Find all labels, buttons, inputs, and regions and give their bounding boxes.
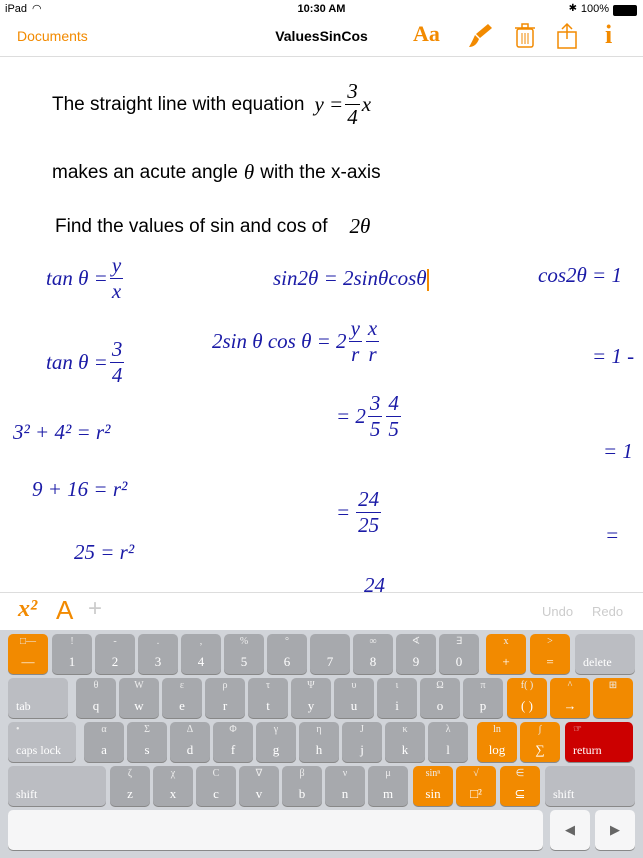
key-secondary-label: β bbox=[299, 768, 305, 779]
info-icon[interactable]: i bbox=[605, 20, 613, 49]
key--[interactable] bbox=[507, 678, 547, 718]
key-secondary-label: ^ bbox=[567, 680, 573, 691]
math-tan-ratio: tan θ = $\frac{y}{x}$ bbox=[46, 253, 122, 303]
math-sin-substitution: = 2 $\frac{3}{5}$ $\frac{4}{5}$ bbox=[336, 391, 399, 441]
key-label: 4 bbox=[197, 654, 205, 669]
key--[interactable] bbox=[595, 810, 635, 850]
key-secondary-label: χ bbox=[170, 768, 176, 779]
key-w[interactable] bbox=[119, 678, 159, 718]
battery-icon bbox=[613, 5, 637, 16]
key-space[interactable] bbox=[593, 678, 633, 718]
problem-text: Find the values of sin and cos of bbox=[55, 215, 328, 237]
key--[interactable] bbox=[8, 634, 48, 674]
key-1[interactable] bbox=[52, 634, 92, 674]
math-2theta: 2θ bbox=[349, 214, 371, 238]
math-sin-result: = $\frac{24}{25}$ bbox=[336, 487, 380, 537]
key-shift[interactable] bbox=[8, 766, 106, 806]
key-r[interactable] bbox=[205, 678, 245, 718]
key-label: e bbox=[179, 698, 185, 713]
key-z[interactable] bbox=[110, 766, 150, 806]
math-pythagoras: 3² + 4² = r² bbox=[13, 420, 111, 444]
key-k[interactable] bbox=[385, 722, 425, 762]
key-label: f bbox=[230, 742, 236, 757]
key-secondary-label: Ω bbox=[436, 680, 444, 691]
key-label: 9 bbox=[412, 654, 420, 669]
key--[interactable] bbox=[550, 678, 590, 718]
key-label: h bbox=[315, 742, 323, 757]
key--[interactable] bbox=[456, 766, 496, 806]
trash-icon[interactable] bbox=[514, 23, 536, 49]
key-label: b bbox=[298, 786, 306, 801]
key-label: = bbox=[546, 654, 554, 669]
key-m[interactable] bbox=[368, 766, 408, 806]
key-n[interactable] bbox=[325, 766, 365, 806]
key-secondary-label: ζ bbox=[127, 768, 133, 779]
key-secondary-label: ° bbox=[285, 636, 289, 647]
key-label: log bbox=[488, 742, 506, 757]
key-label: m bbox=[382, 786, 394, 801]
key-label: i bbox=[395, 698, 399, 713]
key-label: w bbox=[134, 698, 144, 713]
redo-button[interactable]: Redo bbox=[592, 604, 624, 619]
key-secondary-label: - bbox=[113, 636, 117, 647]
status-bar bbox=[0, 0, 643, 18]
problem-text: with the x-axis bbox=[260, 161, 381, 183]
key-secondary-label: Δ bbox=[186, 724, 194, 735]
key-secondary-label: υ bbox=[351, 680, 357, 691]
key-s[interactable] bbox=[127, 722, 167, 762]
key-8[interactable] bbox=[353, 634, 393, 674]
key--[interactable] bbox=[500, 766, 540, 806]
key-secondary-label: ! bbox=[70, 636, 74, 647]
documents-back-button[interactable]: Documents bbox=[17, 28, 88, 44]
key-label: 3 bbox=[154, 654, 162, 669]
format-toolbar bbox=[0, 592, 643, 631]
key-label: s bbox=[144, 742, 150, 757]
problem-line-3 bbox=[55, 214, 370, 239]
key-i[interactable] bbox=[377, 678, 417, 718]
key-secondary-label: ⊞ bbox=[608, 680, 618, 691]
math-keyboard bbox=[0, 630, 643, 858]
key-secondary-label: f( ) bbox=[520, 680, 534, 691]
problem-text: makes an acute angle bbox=[52, 161, 238, 183]
key-label: — bbox=[21, 654, 35, 669]
document-canvas[interactable] bbox=[0, 57, 643, 592]
key-secondary-label: μ bbox=[385, 768, 391, 779]
key-q[interactable] bbox=[76, 678, 116, 718]
key-e[interactable] bbox=[162, 678, 202, 718]
key-label: r bbox=[222, 698, 228, 713]
math-cos-step: = bbox=[605, 523, 620, 547]
key-secondary-label: □— bbox=[19, 636, 37, 647]
key-secondary-label: ∈ bbox=[515, 768, 525, 779]
key-label: delete bbox=[583, 655, 612, 669]
key-secondary-label: J bbox=[360, 724, 364, 735]
key-secondary-label: . bbox=[156, 636, 160, 647]
key-secondary-label: % bbox=[239, 636, 249, 647]
key-secondary-label: √ bbox=[473, 768, 479, 779]
key-label: z bbox=[127, 786, 133, 801]
key-a[interactable] bbox=[84, 722, 124, 762]
paint-brush-icon[interactable] bbox=[466, 22, 494, 50]
key-label: c bbox=[213, 786, 219, 801]
key-shift[interactable] bbox=[545, 766, 635, 806]
key-7[interactable] bbox=[310, 634, 350, 674]
key-secondary-label: ν bbox=[342, 768, 348, 779]
key-secondary-label: • bbox=[16, 724, 20, 735]
key-label: shift bbox=[16, 787, 38, 801]
key-label: □² bbox=[470, 786, 482, 801]
key--[interactable] bbox=[530, 634, 570, 674]
key-j[interactable] bbox=[342, 722, 382, 762]
key-secondary-label: η bbox=[316, 724, 322, 735]
math-y-equals: y = bbox=[314, 92, 344, 116]
key-6[interactable] bbox=[267, 634, 307, 674]
key-label: p bbox=[479, 698, 487, 713]
math-x: x bbox=[361, 92, 372, 116]
key-secondary-label: > bbox=[547, 636, 553, 647]
key-label: 2 bbox=[111, 654, 119, 669]
key-secondary-label: Φ bbox=[229, 724, 237, 735]
key-secondary-label: Ψ bbox=[307, 680, 315, 691]
key-c[interactable] bbox=[196, 766, 236, 806]
key-g[interactable] bbox=[256, 722, 296, 762]
key-label: q bbox=[92, 698, 100, 713]
key-label: 6 bbox=[283, 654, 291, 669]
key-label: → bbox=[563, 698, 577, 713]
key-secondary-label: ☞ bbox=[573, 724, 582, 735]
key-v[interactable] bbox=[239, 766, 279, 806]
key-secondary-label: W bbox=[134, 680, 144, 691]
key-label: n bbox=[341, 786, 349, 801]
key-label: 8 bbox=[369, 654, 377, 669]
key-secondary-label: θ bbox=[93, 680, 99, 691]
key-return[interactable] bbox=[565, 722, 633, 762]
key-label: ⊆ bbox=[514, 786, 526, 801]
key-secondary-label: Σ bbox=[144, 724, 150, 735]
key-secondary-label: τ bbox=[265, 680, 271, 691]
key-secondary-label: γ bbox=[273, 724, 279, 735]
key-secondary-label: π bbox=[480, 680, 486, 691]
wifi-icon: ◠ bbox=[32, 3, 42, 15]
key-o[interactable] bbox=[420, 678, 460, 718]
key-label: o bbox=[436, 698, 444, 713]
math-cos-step: = 1 - bbox=[592, 344, 635, 368]
superscript-button[interactable]: x² bbox=[18, 596, 38, 622]
problem-line-2 bbox=[52, 160, 381, 185]
key-label: + bbox=[502, 654, 510, 669]
device-label: iPad bbox=[5, 3, 28, 15]
key-label: y bbox=[307, 698, 315, 713]
key-tab[interactable] bbox=[8, 678, 68, 718]
key-secondary-label: ∞ bbox=[369, 636, 377, 647]
key-label: k bbox=[401, 742, 409, 757]
key-label: tab bbox=[16, 699, 31, 713]
text-cursor bbox=[427, 269, 429, 291]
math-sum: 9 + 16 = r² bbox=[32, 477, 128, 501]
undo-button[interactable]: Undo bbox=[542, 604, 574, 619]
key--[interactable] bbox=[486, 634, 526, 674]
key-label: caps lock bbox=[16, 743, 61, 757]
key-secondary-label: ln bbox=[493, 724, 501, 735]
key-label: l bbox=[446, 742, 450, 757]
key-label: 5 bbox=[240, 654, 248, 669]
math-r-squared: 25 = r² bbox=[74, 540, 135, 564]
key-secondary-label: ε bbox=[179, 680, 185, 691]
key-label: d bbox=[186, 742, 194, 757]
problem-text: The straight line with equation bbox=[52, 93, 305, 115]
key-secondary-label: α bbox=[101, 724, 107, 735]
math-sin-expansion: 2sin θ cos θ = 2 $\frac{y}{r}$ $\frac{x}{r}$ bbox=[212, 316, 378, 366]
key-d[interactable] bbox=[170, 722, 210, 762]
add-button[interactable]: + bbox=[88, 595, 103, 622]
key-4[interactable] bbox=[181, 634, 221, 674]
math-partial: 24 bbox=[364, 573, 385, 592]
key-y[interactable] bbox=[291, 678, 331, 718]
key-label: return bbox=[573, 743, 602, 757]
key-secondary-label: ∫ bbox=[538, 724, 542, 735]
key-label: sin bbox=[425, 786, 441, 801]
math-double-angle-sin: sin2θ = 2sinθcosθ bbox=[273, 266, 427, 290]
battery-percent: 100% bbox=[580, 3, 609, 15]
key-b[interactable] bbox=[282, 766, 322, 806]
problem-line-1 bbox=[52, 79, 371, 130]
key-secondary-label: ∃ bbox=[455, 636, 463, 647]
key-secondary-label: λ bbox=[445, 724, 451, 735]
key-0[interactable] bbox=[439, 634, 479, 674]
key--[interactable] bbox=[520, 722, 560, 762]
key-9[interactable] bbox=[396, 634, 436, 674]
key-label: x bbox=[169, 786, 177, 801]
key-label: 0 bbox=[455, 654, 463, 669]
key-label: ∑ bbox=[535, 742, 545, 757]
key-label: ▶ bbox=[610, 822, 620, 837]
key-5[interactable] bbox=[224, 634, 264, 674]
key-l[interactable] bbox=[428, 722, 468, 762]
navigation-bar bbox=[0, 18, 643, 57]
math-tan-value: tan θ = $\frac{3}{4}$ bbox=[46, 337, 123, 387]
key-space[interactable] bbox=[8, 810, 543, 850]
key-u[interactable] bbox=[334, 678, 374, 718]
key-label: ( ) bbox=[521, 698, 533, 713]
key-f[interactable] bbox=[213, 722, 253, 762]
fraction-3-4: $\frac{3}{4}$ bbox=[347, 79, 358, 129]
share-icon[interactable] bbox=[556, 22, 578, 50]
key-label: g bbox=[272, 742, 280, 757]
key-label: shift bbox=[553, 787, 575, 801]
key-p[interactable] bbox=[463, 678, 503, 718]
key-delete[interactable] bbox=[575, 634, 635, 674]
key-label: u bbox=[350, 698, 358, 713]
key-label: 1 bbox=[68, 654, 76, 669]
key-caps-lock[interactable] bbox=[8, 722, 76, 762]
key-3[interactable] bbox=[138, 634, 178, 674]
key-label: j bbox=[360, 742, 364, 757]
key-sin[interactable] bbox=[413, 766, 453, 806]
key-log[interactable] bbox=[477, 722, 517, 762]
key-label: v bbox=[255, 786, 263, 801]
key--[interactable] bbox=[550, 810, 590, 850]
key-h[interactable] bbox=[299, 722, 339, 762]
key-2[interactable] bbox=[95, 634, 135, 674]
key-secondary-label: x bbox=[503, 636, 509, 647]
math-double-angle-cos: cos2θ = 1 bbox=[538, 263, 622, 287]
key-secondary-label: ι bbox=[395, 680, 399, 691]
font-style-icon[interactable]: Aa bbox=[413, 21, 440, 46]
document-title: ValuesSinCos bbox=[275, 28, 368, 44]
key-secondary-label: ρ bbox=[222, 680, 228, 691]
math-cos-step: = 1 bbox=[603, 439, 633, 463]
key-secondary-label: C bbox=[212, 768, 220, 779]
key-x[interactable] bbox=[153, 766, 193, 806]
key-secondary-label: , bbox=[199, 636, 203, 647]
key-secondary-label: κ bbox=[402, 724, 408, 735]
math-theta: θ bbox=[243, 160, 255, 184]
key-label: 7 bbox=[326, 654, 334, 669]
key-label: ◀ bbox=[565, 822, 575, 837]
key-t[interactable] bbox=[248, 678, 288, 718]
font-size-button[interactable]: A bbox=[56, 595, 74, 625]
key-label: t bbox=[266, 698, 270, 713]
key-secondary-label: ∇ bbox=[255, 768, 263, 779]
clock: 10:30 AM bbox=[297, 3, 346, 15]
bluetooth-icon: ✱ bbox=[568, 3, 577, 14]
key-secondary-label: ∢ bbox=[411, 636, 421, 647]
key-secondary-label: sinⁿ bbox=[425, 768, 441, 779]
key-label: a bbox=[101, 742, 107, 757]
